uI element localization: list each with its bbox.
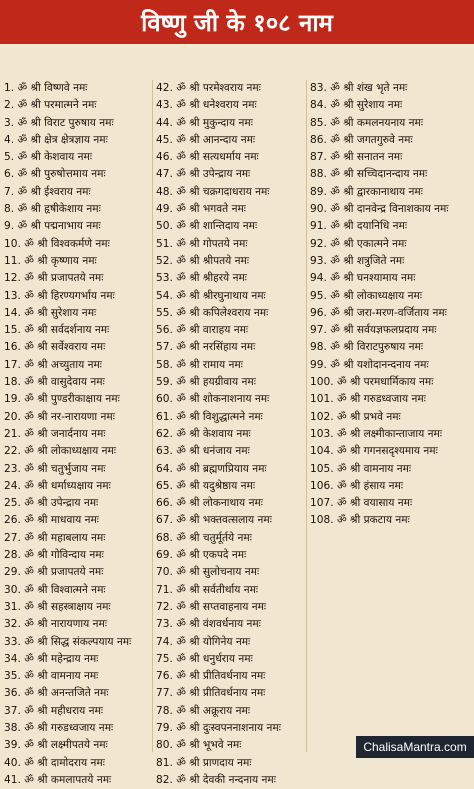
name-item: 27. ॐ श्री महाबलाय नमः [4,531,106,544]
name-item: 41. ॐ श्री कमलापतये नमः [4,773,112,786]
name-item: 69. ॐ श्री एकपदे नमः [156,549,247,562]
name-item: 14. ॐ श्री सुरेशाय नमः [4,306,97,319]
name-item: 4. ॐ श्री क्षेत्र क्षेत्रज्ञाय नमः [4,133,108,146]
name-item: 66. ॐ श्री लोकनाथाय नमः [156,497,263,510]
name-item: 1. ॐ श्री विष्णवे नमः [4,82,88,94]
name-item: 25. ॐ श्री उपेन्द्राय नमः [4,497,99,510]
column-divider [306,80,307,752]
name-item: 3. ॐ श्री विराट पुरुषाय नमः [4,116,114,129]
name-item: 9. ॐ श्री पद्मनाभाय नमः [4,220,101,233]
name-item: 87. ॐ श्री सनातन नमः [310,151,403,164]
name-item: 39. ॐ श्री लक्ष्मीपतये नमः [4,739,108,752]
name-item: 98. ॐ श्री विराटपुरुषाय नमः [310,341,423,354]
name-item: 78. ॐ श्री अक्रूराय नमः [156,704,251,717]
name-item: 52. ॐ श्री श्रीपतये नमः [156,254,250,267]
name-item: 30. ॐ श्री विश्वात्मने नमः [4,583,106,596]
name-item: 8. ॐ श्री हृषीकेशाय नमः [4,203,101,216]
name-item: 68. ॐ श्री चतुर्मूर्तये नमः [156,531,252,544]
name-item: 37. ॐ श्री महीधराय नमः [4,704,104,717]
name-item: 10. ॐ श्री विश्वकर्मणे नमः [4,237,110,250]
name-item: 75. ॐ श्री धनुर्धराय नमः [156,652,253,665]
name-item: 86. ॐ श्री जगतगुरुवे नमः [310,133,413,146]
name-item: 97. ॐ श्री सर्वयज्ञफलप्रदाय नमः [310,324,437,337]
name-item: 93. ॐ श्री शत्रुजिते नमः [310,254,405,267]
name-item: 70. ॐ श्री सुलोचनाय नमः [156,566,260,579]
page-title: विष्णु जी के १०८ नाम [141,8,333,37]
name-item: 43. ॐ श्री धनेश्वराय नमः [156,99,257,112]
names-column-2 [156,80,304,789]
name-item: 77. ॐ श्री प्रीतिवर्धनाय नमः [156,687,266,700]
name-item: 80. ॐ श्री भूभवे नमः [156,739,242,752]
name-item: 64. ॐ श्री ब्रह्मणप्रियाय नमः [156,462,267,475]
name-item: 99. ॐ श्री यशोदानन्दनाय नमः [310,358,429,371]
name-item: 101. ॐ श्री गरुडध्वजाय नमः [310,393,426,406]
name-item: 47. ॐ श्री उपेन्द्राय नमः [156,168,251,181]
name-item: 76. ॐ श्री प्रीतिवर्धनाय नमः [156,670,266,683]
name-item: 92. ॐ श्री एकात्मने नमः [310,237,407,250]
name-item: 20. ॐ श्री नर-नारायणा नमः [4,410,115,423]
name-item: 73. ॐ श्री वंशवर्धनाय नमः [156,618,261,631]
name-item: 44. ॐ श्री मुकुन्दाय नमः [156,116,253,129]
name-item: 72. ॐ श्री सप्तवाहनाय नमः [156,600,267,613]
name-item: 102. ॐ श्री प्रभवे नमः [310,410,401,423]
name-item: 46. ॐ श्री सत्यधर्माय नमः [156,151,259,164]
name-item: 84. ॐ श्री सुरेशाय नमः [310,99,403,112]
name-item: 58. ॐ श्री रामाय नमः [156,358,243,371]
name-item: 71. ॐ श्री सर्वतीर्थाय नमः [156,583,259,596]
name-item: 65. ॐ श्री यदुश्रेष्ठाय नमः [156,479,255,492]
name-item: 91. ॐ श्री दयानिधि नमः [310,220,407,233]
name-item: 6. ॐ श्री पुरुषोत्तमाय नमः [4,168,106,181]
name-item: 67. ॐ श्री भक्तवत्सलाय नमः [156,514,272,527]
name-item: 19. ॐ श्री पुण्डरीकाक्षाय नमः [4,393,120,406]
name-item: 59. ॐ श्री हयग्रीवाय नमः [156,376,256,389]
names-column-1 [4,80,152,789]
name-item: 32. ॐ श्री नारायणाय नमः [4,618,107,631]
name-item: 22. ॐ श्री लोकाध्यक्षाय नमः [4,445,116,458]
site-watermark: ChalisaMantra.com [356,736,474,758]
name-item: 45. ॐ श्री आनन्दाय नमः [156,133,256,146]
name-item: 105. ॐ श्री वामनाय नमः [310,462,412,475]
name-item: 95. ॐ श्री लोकाध्यक्षाय नमः [310,289,422,302]
name-item: 21. ॐ श्री जनार्दनाय नमः [4,427,106,440]
name-item: 85. ॐ श्री कमलनयनाय नमः [310,116,424,129]
name-item: 100. ॐ श्री परमधार्मिकाय नमः [310,376,434,389]
name-item: 13. ॐ श्री हिरण्यगर्भाय नमः [4,289,115,302]
name-item: 48. ॐ श्री चक्रगदाधराय नमः [156,185,270,198]
name-item: 31. ॐ श्री सहस्त्राक्षाय नमः [4,600,111,613]
name-item: 11. ॐ श्री कृष्णाय नमः [4,254,97,267]
name-item: 12. ॐ श्री प्रजापतये नमः [4,272,104,285]
name-item: 28. ॐ श्री गोविन्दाय नमः [4,549,104,562]
name-item: 61. ॐ श्री विशुद्धात्मने नमः [156,410,263,423]
name-item: 106. ॐ श्री हंसाय नमः [310,479,403,492]
name-item: 90. ॐ श्री दानवेन्द्र विनाशकाय नमः [310,203,449,216]
name-item: 88. ॐ श्री सच्चिदानन्दाय नमः [310,168,428,181]
name-item: 104. ॐ श्री गगनसदृश्यमाय नमः [310,445,438,458]
name-item: 5. ॐ श्री केशवाय नमः [4,151,92,164]
name-item: 49. ॐ श्री भगवते नमः [156,203,246,216]
name-item: 16. ॐ श्री सर्वेश्वराय नमः [4,341,106,354]
name-item: 2. ॐ श्री परमात्मने नमः [4,99,97,112]
name-item: 50. ॐ श्री शान्तिदाय नमः [156,220,258,233]
name-item: 108. ॐ श्री प्रकटाय नमः [310,514,410,527]
name-item: 81. ॐ श्री प्राणदाय नमः [156,756,252,769]
names-column-3 [310,80,470,530]
name-item: 60. ॐ श्री शोकनाशनाय नमः [156,393,270,406]
name-item: 96. ॐ श्री जरा-मरण-वर्जिताय नमः [310,306,447,319]
name-item: 51. ॐ श्री गोपतये नमः [156,237,248,250]
name-item: 53. ॐ श्री श्रीहरये नमः [156,272,247,285]
name-item: 83. ॐ श्री शंख भृते नमः [310,82,408,94]
name-item: 103. ॐ श्री लक्ष्मीकान्ताजाय नमः [310,427,442,440]
name-item: 33. ॐ श्री सिद्ध संकल्पयाय नमः [4,635,132,648]
name-item: 63. ॐ श्री धनंजाय नमः [156,445,250,458]
name-item: 54. ॐ श्री श्रीरघुनाथाय नमः [156,289,266,302]
name-item: 42. ॐ श्री परमेश्वराय नमः [156,82,261,94]
name-item: 34. ॐ श्री महेन्द्राय नमः [4,652,99,665]
title-banner [0,0,474,44]
name-item: 26. ॐ श्री माधवाय नमः [4,514,99,527]
name-item: 57. ॐ श्री नरसिंहाय नमः [156,341,256,354]
name-item: 15. ॐ श्री सर्वदर्शनाय नमः [4,324,110,337]
name-item: 7. ॐ श्री ईश्वराय नमः [4,185,91,198]
name-item: 24. ॐ श्री धर्माध्यक्षाय नमः [4,479,111,492]
name-item: 29. ॐ श्री प्रजापतये नमः [4,566,104,579]
name-item: 40. ॐ श्री दामोदराय नमः [4,756,105,769]
name-item: 56. ॐ श्री वाराहय नमः [156,324,249,337]
name-item: 94. ॐ श्री घनश्यामाय नमः [310,272,416,285]
name-item: 17. ॐ श्री अच्युताय नमः [4,358,102,371]
name-item: 35. ॐ श्री वामनाय नमः [4,670,99,683]
name-item: 38. ॐ श्री गरुडध्वजाय नमः [4,721,114,734]
name-item: 107. ॐ श्री वयासाय नमः [310,497,413,510]
name-item: 18. ॐ श्री वासुदेवाय नमः [4,376,105,389]
name-item: 82. ॐ श्री देवकी नन्दनाय नमः [156,773,276,786]
name-item: 23. ॐ श्री चतुर्भुजाय नमः [4,462,106,475]
column-divider [152,80,153,752]
name-item: 55. ॐ श्री कपिलेश्वराय नमः [156,306,269,319]
name-item: 79. ॐ श्री दुःस्वपननाशनाय नमः [156,721,281,734]
name-item: 89. ॐ श्री द्वारकानाथाय नमः [310,185,423,198]
name-item: 62. ॐ श्री केशवाय नमः [156,427,251,440]
name-item: 36. ॐ श्री अनन्तजिते नमः [4,687,109,700]
name-item: 74. ॐ श्री योगिनेय नमः [156,635,251,648]
